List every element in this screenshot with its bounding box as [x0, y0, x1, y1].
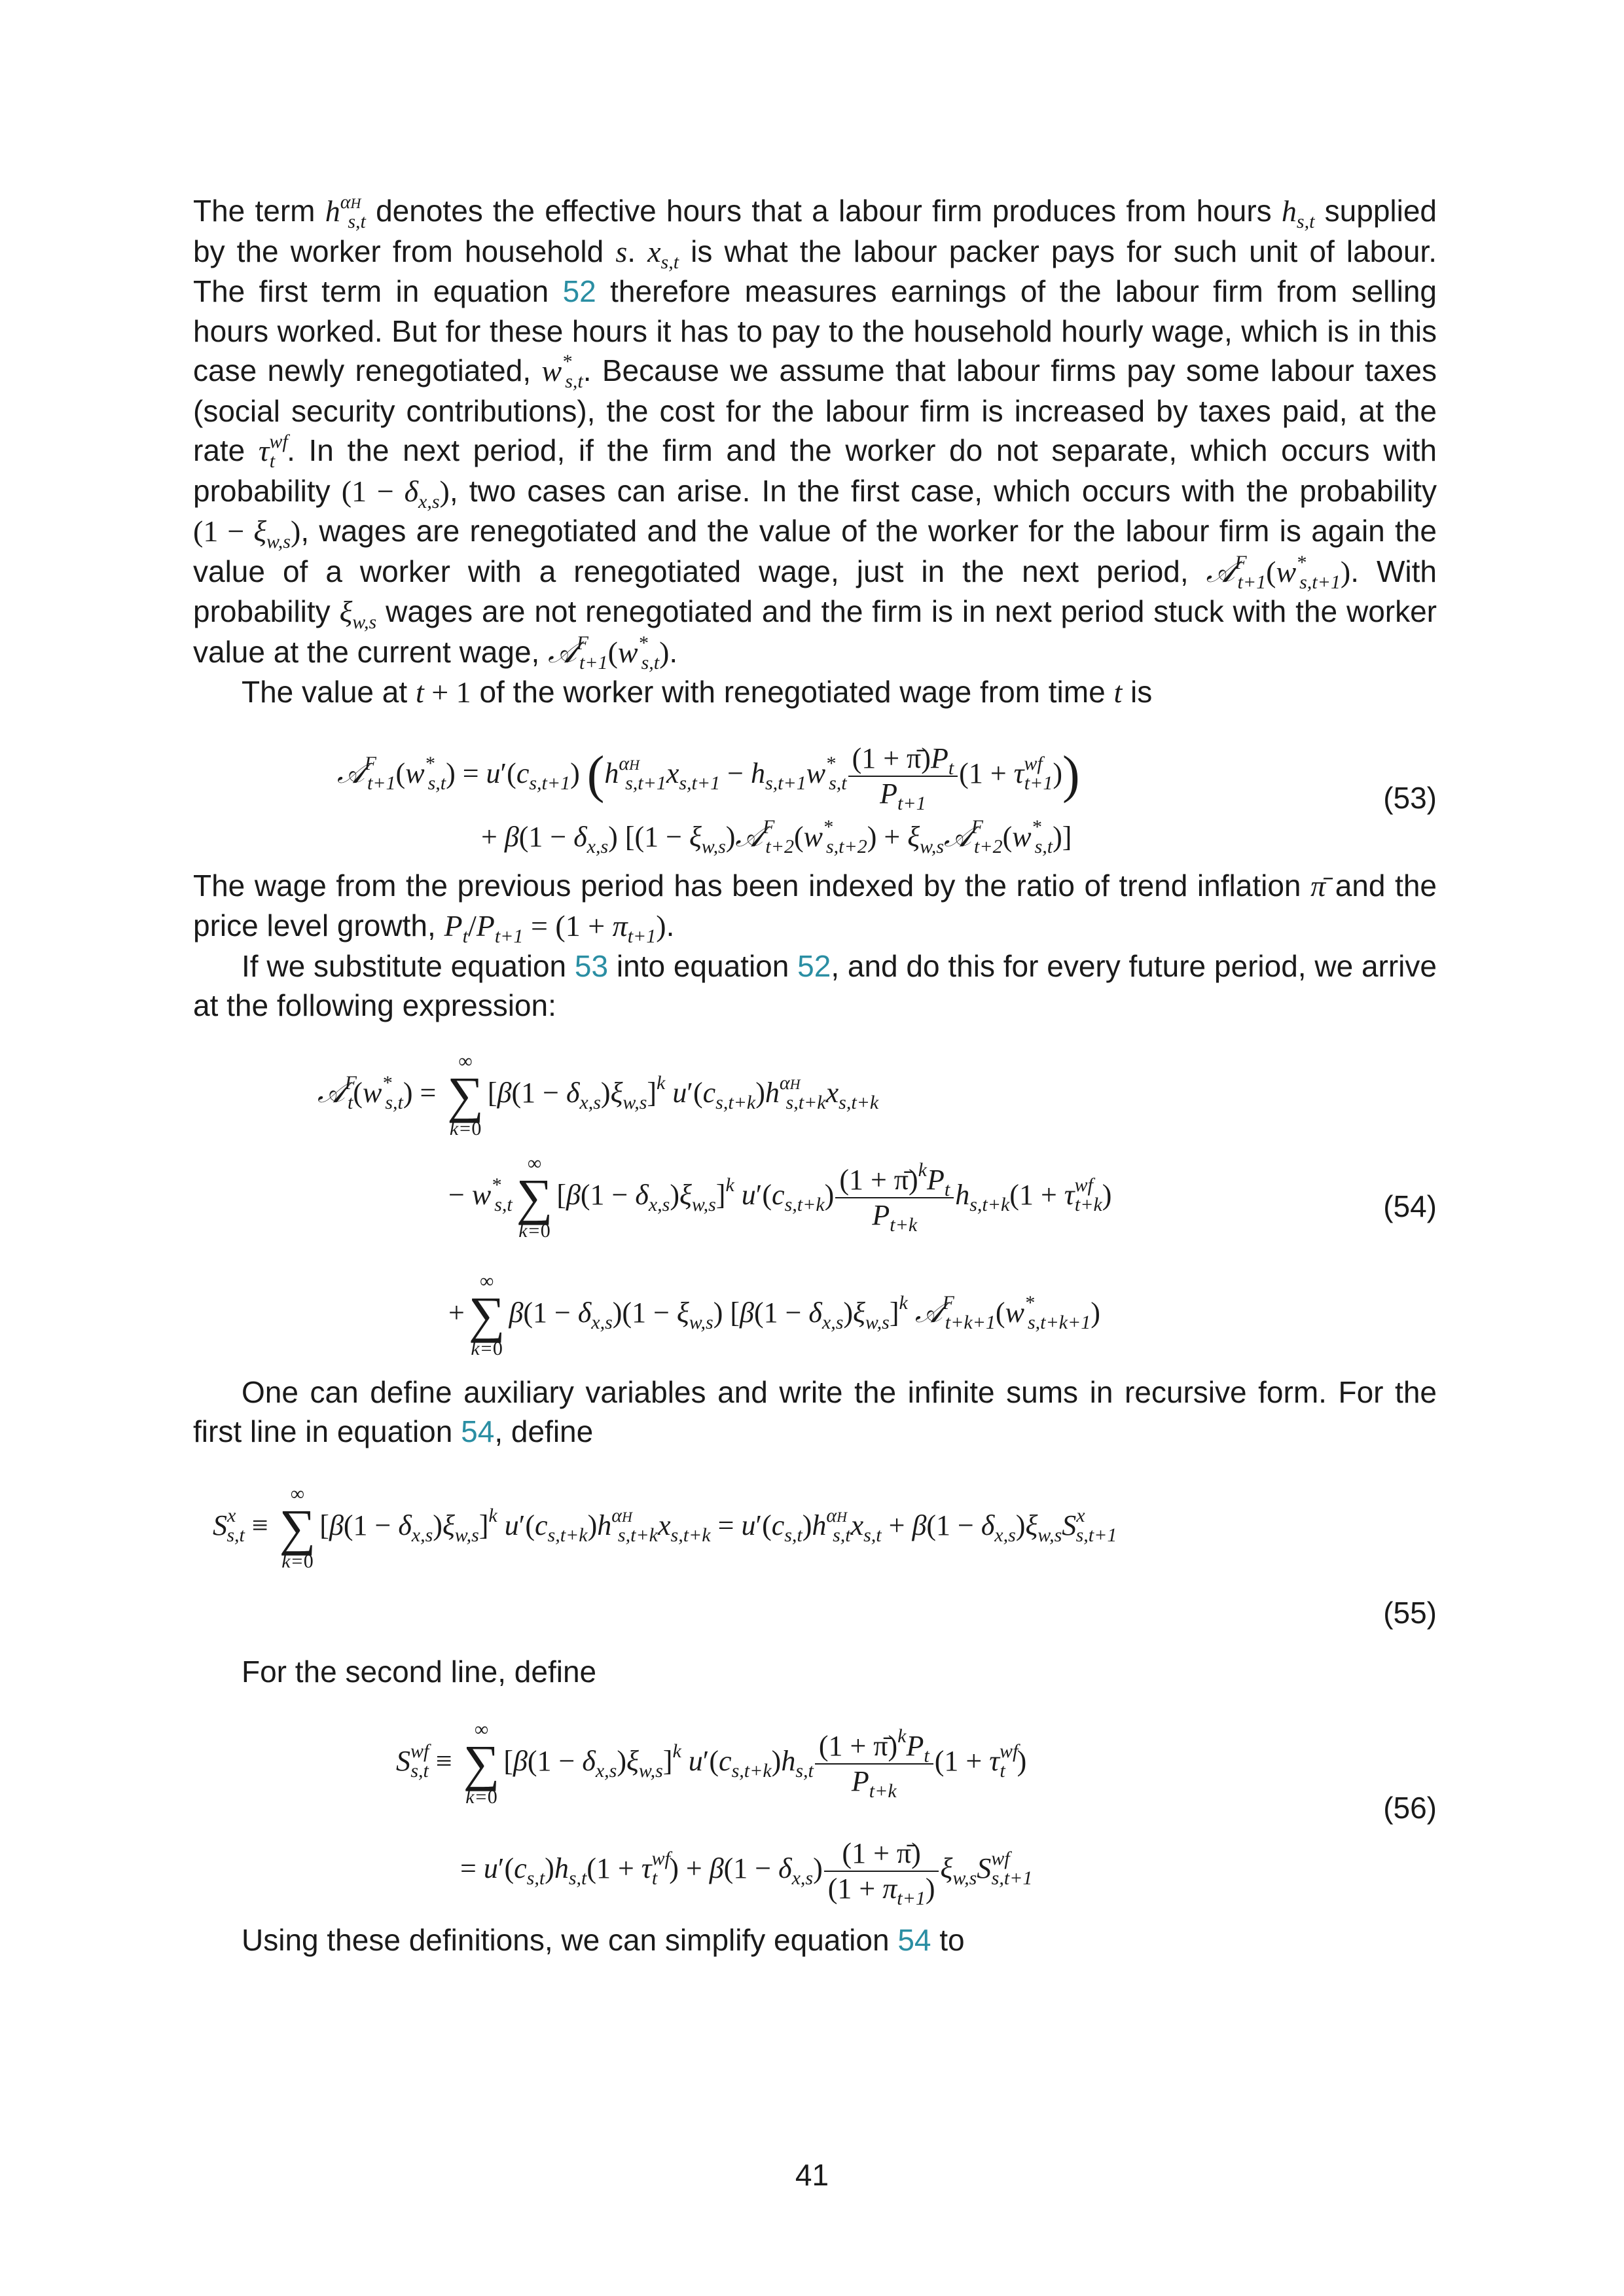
- math-inline: $x_{s,t}$: [647, 234, 679, 273]
- equation-53-line-2: + $\beta(1 - \delta_{x,s})$ [$(1 - \xi_{w,s})𝒜^F_{t+2}(w^*_{s,t+2})$ + $\xi_{w,s}𝒜^F_{t+2}(w^*_{s,t})$]: [481, 816, 1072, 857]
- equation-53-line-1: $𝒜^F_{t+1}(w^*_{s,t}) = u'(c_{s,t+1}) (h^{\alpha H}_{s,t+1}x_{s,t+1} - h_{s,t+1}w^*_{s,t}$ $\frac{(1 + \pī)P_t}{P_{t+1}}$ $(1 + \tau^{wf}_{t+1})$): [337, 742, 1080, 814]
- math-inline: $\xi_{w,s}$: [339, 595, 377, 633]
- text-span: The wage from the previous period has been indexed by the ratio of trend inflation: [193, 868, 1311, 903]
- equation-56-line-1: $S^{wf}_{s,t}$ ≡ ∞ ∑ k=0 $[\beta(1 - \delta_{x,s})\xi_{w,s}]^k$ $u'(c_{s,t+k})h_{s,t}$ $\frac{(1 + \pī)^kP_t}{P_{t+k}}$ ($1 + \tau^{wf}_t$ ): [396, 1719, 1027, 1808]
- equation-number: (56): [1383, 1791, 1437, 1825]
- math-inline: π̄: [1310, 869, 1326, 903]
- equation-54-line-1: $𝒜^F_t(w^*_{s,t})$ = ∞ ∑ k=0 $[\beta(1 - \delta_{x,s})\xi_{w,s}]^k$ $u'(c_{s,t+k})h^{\alpha H}_{s,t+k}x_{s,t+k}$: [317, 1050, 879, 1139]
- text-span: Using these definitions, we can simplify equation: [242, 1923, 898, 1957]
- text-span: is: [1122, 675, 1153, 709]
- text-span: to: [931, 1923, 965, 1957]
- text-span: , and do this for every future period, we arrive at the following expression:: [193, 948, 1437, 1022]
- paragraph-second-line: [193, 1652, 1437, 1692]
- text-span: , define: [494, 1414, 594, 1448]
- text-span: . In the next period, if the firm and the worker do not separate, which occurs with probability: [193, 433, 1437, 508]
- equation-link[interactable]: 53: [574, 948, 609, 983]
- math-inline: $\tau^{wf}_t$: [258, 431, 288, 472]
- equation-55: [193, 1452, 1437, 1652]
- math-inline: $𝒜^F_{t+1}(w^*_{s,t})$: [548, 632, 670, 673]
- math-inline: t + 1: [415, 675, 471, 709]
- math-inline: s: [615, 234, 628, 268]
- equation-56: [193, 1691, 1437, 1920]
- text-span: is what the labour packer pays for such unit of labour. The first term in equation: [193, 234, 1437, 308]
- equation-link[interactable]: 54: [461, 1414, 495, 1448]
- equation-53: [193, 713, 1437, 866]
- math-inline: $P_t/P_{t+1} = (1 + \pi_{t+1})$: [444, 909, 666, 947]
- equation-56-line-2: = $u'(c_{s,t})h_{s,t}(1 + \tau^{wf}_t$ ) + $\beta(1 - \delta_{x,s})$ $\frac{(1 + \pī)}{(1 + \pi_{t+1})}$ $\xi_{w,s}S^{wf}_{s,t+1}$: [460, 1837, 1033, 1909]
- math-inline: $(1 - \xi_{w,s})$: [193, 514, 301, 552]
- math-inline: $(1 - \delta_{x,s})$: [341, 474, 450, 512]
- text-span: .: [627, 234, 648, 268]
- equation-54: [193, 1026, 1437, 1372]
- math-inline: $h_{s,t}$: [1281, 194, 1315, 232]
- text-span: denotes the effective hours that a labour firm produces from hours: [365, 194, 1282, 228]
- text-span: therefore measures earnings of the labour firm from selling hours worked. But for these hours it has to pay to the household hourly wage, which is in this case newly renegotiated,: [193, 274, 1437, 387]
- equation-54-line-2: − $w^*_{s,t}$ ∞ ∑ k=0 $[\beta(1 - \delta_{x,s})\xi_{w,s}]^k$ $u'(c_{s,t+k})$ $\frac{(1 + \pī)^kP_t}{P_{t+k}}$ $h_{s,t+k}(1 + \tau^{wf}_{t+k})$: [448, 1152, 1112, 1242]
- equation-number: (54): [1383, 1189, 1437, 1223]
- equation-54-line-3: + ∞ ∑ k=0 $\beta(1 - \delta_{x,s})(1 - \xi_{w,s})$ $[\beta(1 - \delta_{x,s})\xi_{w,s}]^k$ $𝒜^F_{t+k+1}(w^*_{s,t+k+1})$: [448, 1270, 1100, 1359]
- text-span: , wages are renegotiated and the value of the worker for the labour firm is again the value of a worker with a renegotiated wage, just in the next period,: [193, 514, 1437, 588]
- equation-number: (53): [1383, 780, 1437, 815]
- math-inline: t: [1113, 675, 1123, 709]
- math-inline: $w^*_{s,t}$: [541, 351, 583, 392]
- page-body: [193, 191, 1437, 1960]
- paragraph-wage-indexing: [193, 866, 1437, 946]
- text-span: of the worker with renegotiated wage from time: [471, 675, 1114, 709]
- page-number: 41: [795, 2158, 829, 2192]
- text-span: One can define auxiliary variables and write the infinite sums in recursive form. For the first line in equation: [193, 1374, 1437, 1448]
- paragraph-substitute: [193, 946, 1437, 1026]
- equation-number: (55): [1383, 1595, 1437, 1630]
- text-span: .: [666, 908, 675, 942]
- text-span: .: [669, 634, 678, 669]
- text-span: , two cases can arise. In the first case, which occurs with the probability: [449, 473, 1437, 508]
- paragraph-simplify: [193, 1920, 1437, 1960]
- paragraph-effective-hours: [193, 191, 1437, 672]
- paragraph-value-next-period: [193, 672, 1437, 713]
- paragraph-auxiliary-variables: [193, 1372, 1437, 1452]
- text-span: For the second line, define: [242, 1654, 597, 1689]
- text-span: The term: [193, 194, 325, 228]
- text-span: supplied by the worker from household: [193, 194, 1437, 268]
- equation-link[interactable]: 54: [897, 1923, 931, 1957]
- equation-link[interactable]: 52: [562, 274, 596, 308]
- text-span: into equation: [608, 948, 798, 983]
- text-span: . With probability: [193, 554, 1437, 628]
- text-span: The value at: [242, 675, 416, 709]
- text-span: If we substitute equation: [242, 948, 575, 983]
- text-span: wages are not renegotiated and the firm is in next period stuck with the worker value at the current wage,: [193, 594, 1437, 669]
- math-inline: $h^{\alpha H}_{s,t}$: [325, 191, 366, 232]
- equation-55-line-1: $S^x_{s,t}$ ≡ ∞ ∑ k=0 $[\beta(1 - \delta_{x,s})\xi_{w,s}]^k$ $u'(c_{s,t+k})h^{\alpha H}_{s,t+k}x_{s,t+k} = u'(c_{s,t})h^{\alpha H}_{s,t}x_{s,t} + \beta(1 - \delta_{x,s})\xi_{w,s}S^x_{s,t+1}$: [213, 1482, 1117, 1572]
- equation-link[interactable]: 52: [797, 948, 831, 983]
- math-inline: $𝒜^F_{t+1}(w^*_{s,t+1})$: [1206, 551, 1351, 593]
- text-span: and the price level growth,: [193, 868, 1437, 942]
- text-span: . Because we assume that labour firms pay some labour taxes (social security contributions), the cost for the labour firm is increased by taxes paid, at the rate: [193, 353, 1437, 467]
